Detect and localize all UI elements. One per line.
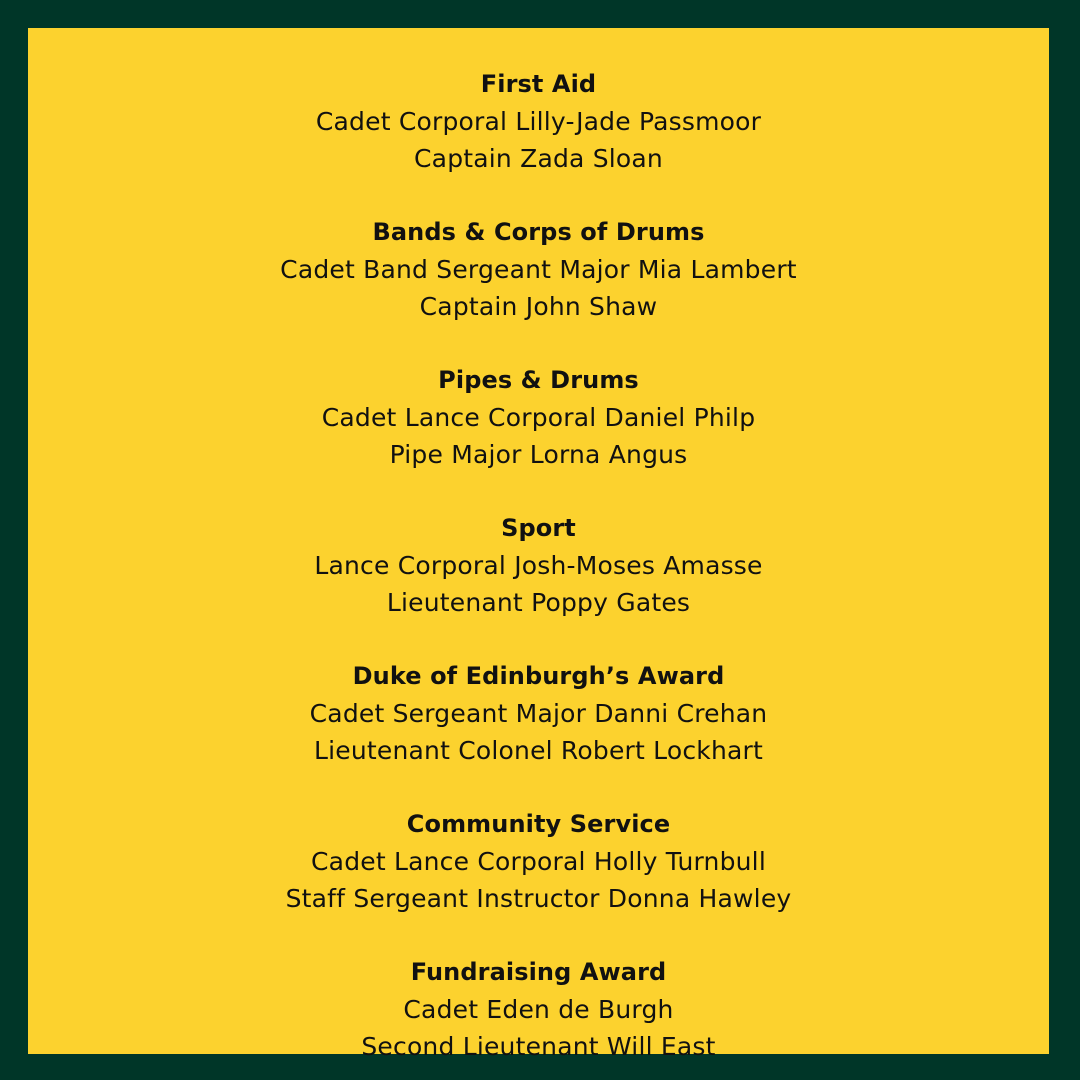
award-title: First Aid <box>480 70 597 98</box>
award-title: Pipes & Drums <box>438 366 639 394</box>
award-bands-corps-of-drums <box>28 214 1049 325</box>
award-title: Sport <box>501 514 576 542</box>
adult-recipient: Captain John Shaw <box>419 292 658 321</box>
award-title: Community Service <box>406 810 671 838</box>
award-pipes-drums <box>28 362 1049 473</box>
award-fundraising <box>28 954 1049 1065</box>
award-title: Fundraising Award <box>410 958 667 986</box>
award-community-service <box>28 806 1049 917</box>
cadet-recipient: Cadet Band Sergeant Major Mia Lambert <box>280 255 797 284</box>
adult-recipient: Staff Sergeant Instructor Donna Hawley <box>285 884 792 913</box>
adult-recipient: Second Lieutenant Will East <box>361 1032 716 1061</box>
adult-recipient: Lieutenant Colonel Robert Lockhart <box>313 736 764 765</box>
award-sport <box>28 510 1049 621</box>
cadet-recipient: Cadet Lance Corporal Holly Turnbull <box>311 847 766 876</box>
awards-list <box>28 66 1049 1065</box>
award-first-aid <box>28 66 1049 177</box>
cadet-recipient: Cadet Eden de Burgh <box>403 995 674 1024</box>
adult-recipient: Captain Zada Sloan <box>414 144 663 173</box>
award-duke-of-edinburgh <box>28 658 1049 769</box>
award-title: Duke of Edinburgh’s Award <box>352 662 725 690</box>
adult-recipient: Lieutenant Poppy Gates <box>386 588 691 617</box>
cadet-recipient: Cadet Corporal Lilly-Jade Passmoor <box>315 107 762 136</box>
adult-recipient: Pipe Major Lorna Angus <box>389 440 688 469</box>
cadet-recipient: Cadet Lance Corporal Daniel Philp <box>321 403 756 432</box>
yellow-award-panel <box>28 28 1049 1061</box>
cadet-recipient: Lance Corporal Josh-Moses Amasse <box>314 551 763 580</box>
award-title: Bands & Corps of Drums <box>372 218 705 246</box>
cadet-recipient: Cadet Sergeant Major Danni Crehan <box>309 699 768 728</box>
